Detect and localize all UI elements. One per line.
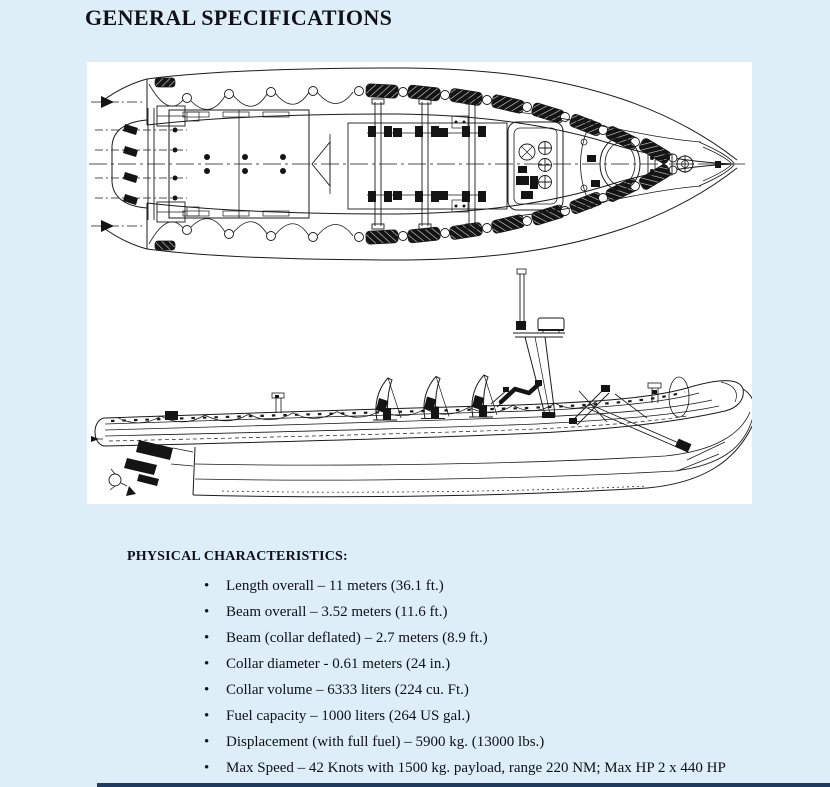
bullet-icon: • (204, 578, 210, 594)
spec-item-beam-overall (204, 599, 726, 625)
bullet-icon: • (204, 656, 210, 672)
boat-side-view-drawing (91, 269, 752, 497)
physical-characteristics-heading: PHYSICAL CHARACTERISTICS: (127, 549, 348, 564)
boat-technical-drawing (87, 62, 752, 504)
spec-item-displacement (204, 729, 726, 755)
bottom-accent-bar (97, 783, 830, 787)
bullet-icon: • (204, 630, 210, 646)
spec-item-text: Length overall – 11 meters (36.1 ft.) (226, 578, 444, 594)
spec-item-beam-deflated (204, 625, 726, 651)
spec-item-text: Displacement (with full fuel) – 5900 kg. (13000 lbs.) (226, 734, 545, 750)
spec-item-length-overall (204, 573, 726, 599)
spec-item-text: Beam overall – 3.52 meters (11.6 ft.) (226, 604, 448, 620)
spec-list (204, 573, 726, 781)
spec-item-collar-diameter (204, 651, 726, 677)
spec-item-fuel-capacity (204, 703, 726, 729)
spec-item-text: Max Speed – 42 Knots with 1500 kg. payload, range 220 NM; Max HP 2 x 440 HP (226, 760, 726, 776)
shock-seats (373, 375, 497, 420)
spec-drawing-panel (87, 62, 752, 504)
spec-item-text: Fuel capacity – 1000 liters (264 US gal.) (226, 708, 471, 724)
bullet-icon: • (204, 734, 210, 750)
spec-item-collar-volume (204, 677, 726, 703)
spec-item-text: Collar diameter - 0.61 meters (24 in.) (226, 656, 451, 672)
spec-item-text: Beam (collar deflated) – 2.7 meters (8.9 ft.) (226, 630, 488, 646)
spec-item-text: Collar volume – 6333 liters (224 cu. Ft.) (226, 682, 469, 698)
spec-item-max-speed (204, 755, 726, 781)
bullet-icon: • (204, 604, 210, 620)
bullet-icon: • (204, 760, 210, 776)
page-title: GENERAL SPECIFICATIONS (85, 5, 393, 30)
bullet-icon: • (204, 708, 210, 724)
bullet-icon: • (204, 682, 210, 698)
radar-mast (513, 269, 565, 418)
boat-top-view-drawing (89, 68, 749, 260)
